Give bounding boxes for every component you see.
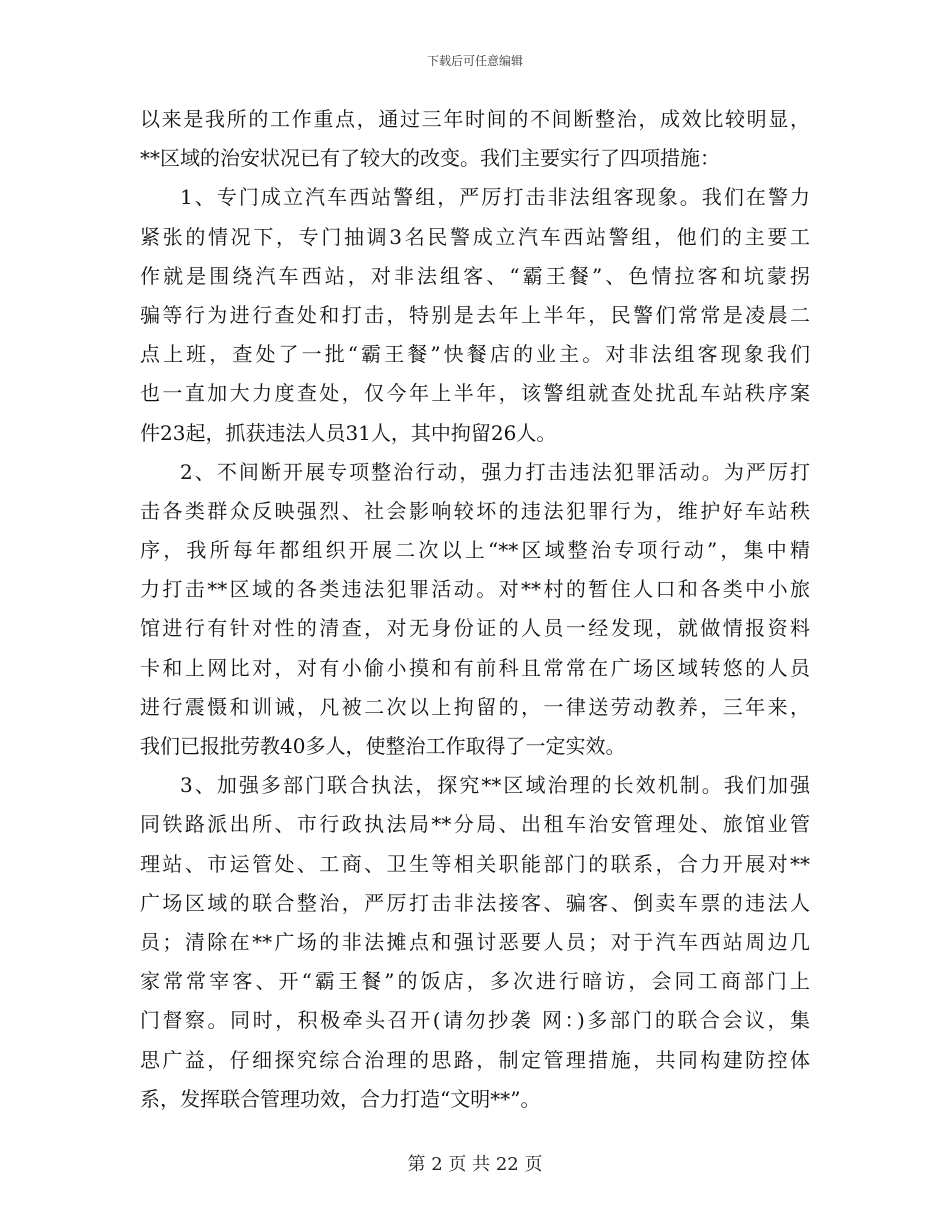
body-line: 1、专门成立汽车西站警组，严厉打击非法组客现象。我们在警力	[180, 185, 810, 210]
body-line: 紧张的情况下，专门抽调3名民警成立汽车西站警组，他们的主要工	[140, 224, 810, 249]
body-line: 力打击**区域的各类违法犯罪活动。对**村的暂住人口和各类中小旅	[140, 577, 810, 602]
page-header: 下载后可任意编辑	[426, 54, 523, 68]
body-line: 理站、市运管处、工商、卫生等相关职能部门的联系，合力开展对**	[140, 851, 810, 876]
body-line: 卡和上网比对，对有小偷小摸和有前科且常常在广场区域转悠的人员	[140, 655, 810, 680]
page-footer: 第 2 页 共 22 页	[407, 1154, 543, 1175]
body-line: 件23起，抓获违法人员31人，其中拘留26人。	[140, 420, 557, 445]
body-line: 系，发挥联合管理功效，合力打造“文明**”。	[140, 1086, 541, 1111]
body-line: 击各类群众反映强烈、社会影响较坏的违法犯罪行为，维护好车站秩	[140, 498, 810, 523]
body-line: 家常常宰客、开“霸王餐”的饭店，多次进行暗访，会同工商部门上	[140, 969, 810, 994]
body-line: 3、加强多部门联合执法，探究**区域治理的长效机制。我们加强	[180, 773, 810, 798]
body-line: 进行震慑和训诫，凡被二次以上拘留的，一律送劳动教养，三年来，	[140, 694, 810, 719]
body-line: 骗等行为进行查处和打击，特别是去年上半年，民警们常常是凌晨二	[140, 302, 810, 327]
body-line: 序，我所每年都组织开展二次以上“**区域整治专项行动”，集中精	[140, 538, 810, 563]
body-line: 我们已报批劳教40多人，使整治工作取得了一定实效。	[140, 734, 626, 758]
body-line: 同铁路派出所、市行政执法局**分局、出租车治安管理处、旅馆业管	[140, 812, 810, 837]
body-line: 馆进行有针对性的清查，对无身份证的人员一经发现，就做情报资料	[140, 616, 810, 641]
body-line: 广场区域的联合整治，严厉打击非法接客、骗客、倒卖车票的违法人	[140, 890, 810, 915]
body-line: 思广益，仔细探究综合治理的思路，制定管理措施，共同构建防控体	[140, 1047, 810, 1072]
body-line: 以来是我所的工作重点，通过三年时间的不间断整治，成效比较明显，	[140, 107, 810, 131]
body-line: 也一直加大力度查处，仅今年上半年，该警组就查处扰乱车站秩序案	[140, 381, 810, 406]
body-line: 点上班，查处了一批“霸王餐”快餐店的业主。对非法组客现象我们	[140, 342, 810, 367]
document-body	[140, 100, 810, 1119]
body-line: 2、不间断开展专项整治行动，强力打击违法犯罪活动。为严厉打	[180, 459, 810, 484]
body-line: **区域的治安状况已有了较大的改变。我们主要实行了四项措施：	[140, 146, 720, 171]
body-line: 员；清除在**广场的非法摊点和强讨恶要人员；对于汽车西站周边几	[140, 929, 810, 954]
body-line: 作就是围绕汽车西站，对非法组客、“霸王餐”、色情拉客和坑蒙拐	[140, 263, 810, 288]
body-line: 门督察。同时，积极牵头召开(请勿抄袭 网：)多部门的联合会议，集	[140, 1008, 810, 1033]
